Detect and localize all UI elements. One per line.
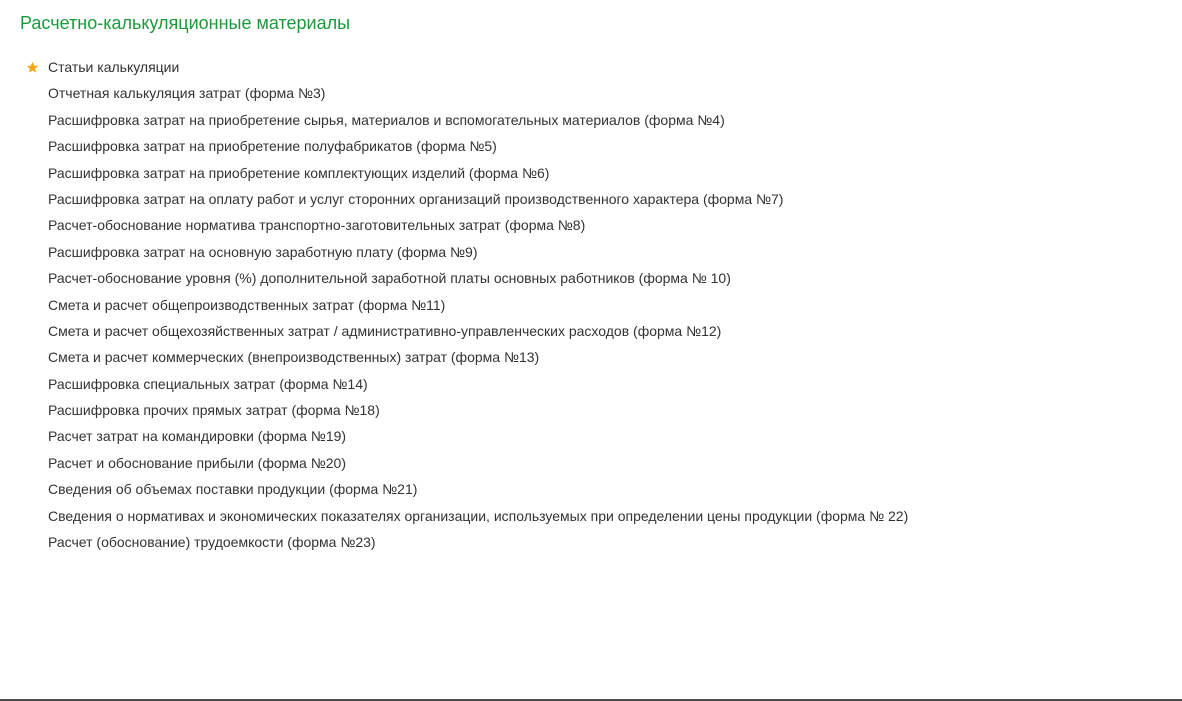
report-link[interactable]: Сведения об объемах поставки продукции (форма №21): [48, 481, 418, 498]
list-item[interactable]: [0, 160, 908, 186]
report-link[interactable]: Расшифровка затрат на основную заработную плату (форма №9): [48, 243, 478, 260]
report-link[interactable]: Расчет-обоснование уровня (%) дополнительной заработной платы основных работников (форма № 10): [48, 270, 731, 287]
list-item[interactable]: [0, 239, 908, 265]
report-link[interactable]: Сведения о нормативах и экономических показателях организации, используемых при определении цены продукции (форма № 22): [48, 507, 909, 524]
report-link[interactable]: Смета и расчет общепроизводственных затрат (форма №11): [48, 296, 446, 313]
list-item[interactable]: [0, 344, 908, 370]
list-item[interactable]: [0, 107, 908, 133]
list-item[interactable]: [0, 292, 908, 318]
report-link[interactable]: Расчет (обоснование) трудоемкости (форма №23): [48, 534, 376, 551]
list-item[interactable]: [0, 318, 908, 344]
list-item[interactable]: [0, 133, 908, 159]
report-link[interactable]: Расшифровка прочих прямых затрат (форма №18): [48, 402, 380, 419]
report-list: [0, 54, 908, 555]
section-title: Расчетно-калькуляционные материалы: [20, 13, 351, 33]
report-link[interactable]: Расчет и обоснование прибыли (форма №20): [48, 454, 346, 471]
list-item[interactable]: [0, 80, 908, 106]
report-link[interactable]: Расшифровка затрат на приобретение комплектующих изделий (форма №6): [48, 164, 550, 181]
list-item[interactable]: [0, 54, 908, 80]
list-item[interactable]: [0, 423, 908, 449]
list-item[interactable]: [0, 186, 908, 212]
list-item[interactable]: [0, 212, 908, 238]
report-link[interactable]: Расшифровка затрат на приобретение сырья, материалов и вспомогательных материалов (форма №4): [48, 111, 725, 128]
list-item[interactable]: [0, 450, 908, 476]
report-link[interactable]: Расшифровка затрат на приобретение полуфабрикатов (форма №5): [48, 138, 497, 155]
list-item[interactable]: [0, 503, 908, 529]
list-item[interactable]: [0, 265, 908, 291]
report-link[interactable]: Расшифровка затрат на оплату работ и услуг сторонних организаций производственного характера (форма №7): [48, 190, 784, 207]
report-link[interactable]: Смета и расчет общехозяйственных затрат / административно-управленческих расходов (форма №12): [48, 322, 722, 339]
report-link[interactable]: Отчетная калькуляция затрат (форма №3): [48, 85, 326, 102]
list-item[interactable]: [0, 529, 908, 555]
report-link[interactable]: Расчет затрат на командировки (форма №19): [48, 428, 347, 445]
list-item[interactable]: [0, 371, 908, 397]
report-link[interactable]: Статьи калькуляции: [48, 59, 180, 75]
report-link[interactable]: Расчет-обоснование норматива транспортно-заготовительных затрат (форма №8): [48, 217, 586, 234]
report-link[interactable]: Расшифровка специальных затрат (форма №14): [48, 375, 368, 392]
list-item[interactable]: [0, 476, 908, 502]
star-icon: [24, 54, 40, 80]
list-item[interactable]: [0, 397, 908, 423]
report-link[interactable]: Смета и расчет коммерческих (внепроизводственных) затрат (форма №13): [48, 349, 540, 366]
